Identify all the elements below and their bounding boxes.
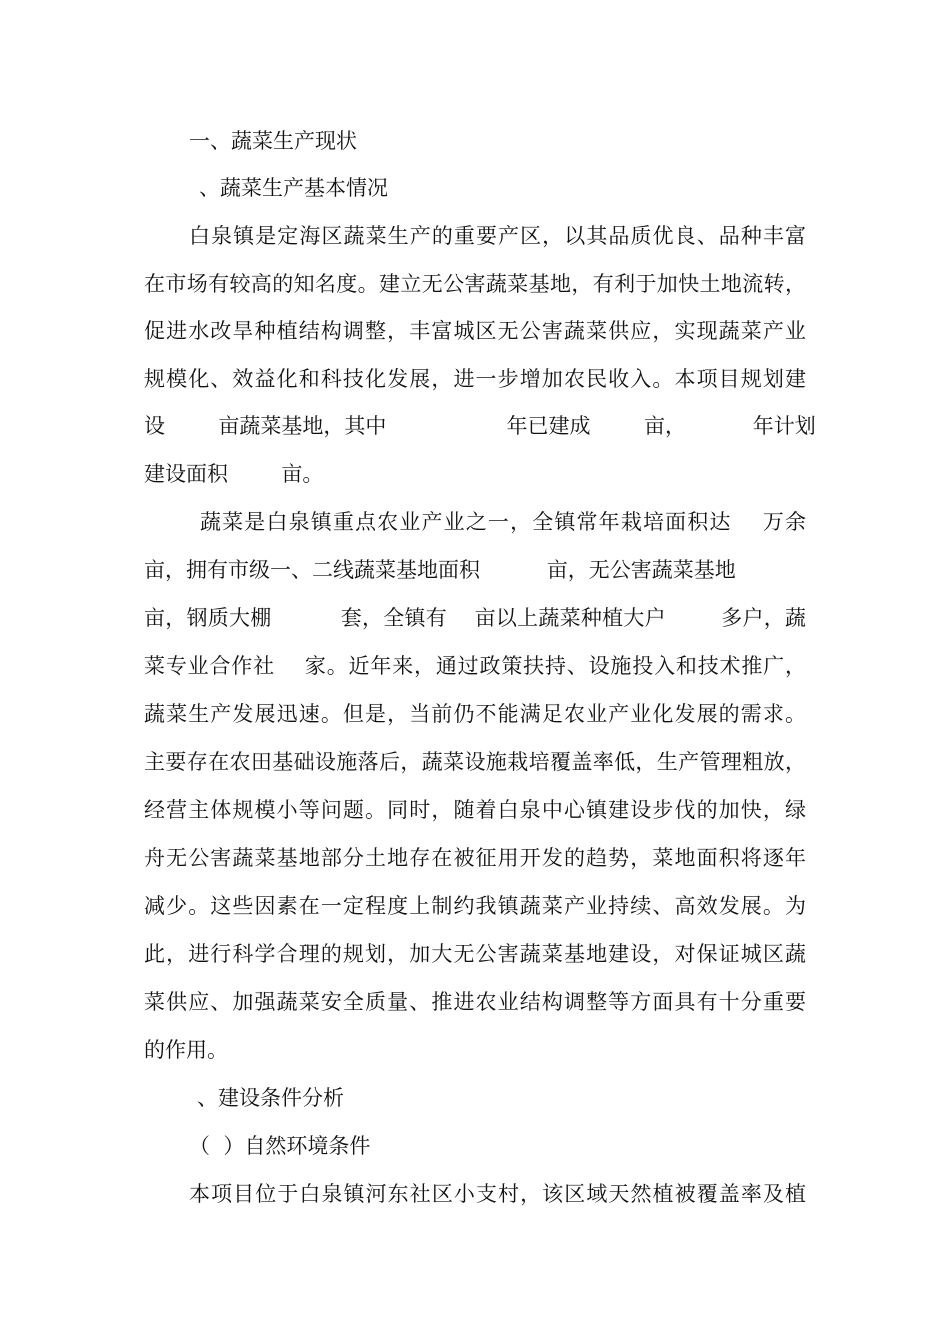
subsection-heading: 、蔬菜生产基本情况 xyxy=(199,176,388,200)
subsection-heading: 、建设条件分析 xyxy=(197,1086,344,1110)
paragraph-line: 经营主体规模小等问题。同时，随着白泉中心镇建设步伐的加快，绿 xyxy=(144,798,806,822)
paragraph-line: 蔬菜是白泉镇重点农业产业之一，全镇常年栽培面积达 万余 xyxy=(200,510,806,534)
paragraph-line: 设 亩蔬菜基地，其中 年已建成 亩， 年计划 xyxy=(144,414,816,438)
paragraph-line: 此，进行科学合理的规划，加大无公害蔬菜基地建设，对保证城区蔬 xyxy=(144,942,806,966)
paragraph-line: 建设面积 亩。 xyxy=(144,462,324,486)
paragraph-line: 减少。这些因素在一定程度上制约我镇蔬菜产业持续、高效发展。为 xyxy=(144,894,806,918)
paragraph-line: 菜专业合作社 家。近年来，通过政策扶持、设施投入和技术推广， xyxy=(144,654,806,678)
paragraph-line: 白泉镇是定海区蔬菜生产的重要产区，以其品质优良、品种丰富 xyxy=(189,224,806,248)
paragraph-line: 亩，钢质大棚 套，全镇有 亩以上蔬菜种植大户 多户，蔬 xyxy=(144,606,806,630)
paragraph-line: 在市场有较高的知名度。建立无公害蔬菜基地，有利于加快土地流转， xyxy=(144,272,806,296)
paragraph-line: 舟无公害蔬菜基地部分土地存在被征用开发的趋势，菜地面积将逐年 xyxy=(144,846,806,870)
paragraph-line: 主要存在农田基础设施落后，蔬菜设施栽培覆盖率低，生产管理粗放， xyxy=(144,750,806,774)
paragraph-line: 规模化、效益化和科技化发展，进一步增加农民收入。本项目规划建 xyxy=(144,367,806,391)
section-heading: 一、蔬菜生产现状 xyxy=(189,129,357,153)
paragraph-line: 促进水改旱种植结构调整，丰富城区无公害蔬菜供应，实现蔬菜产业 xyxy=(144,319,806,343)
paragraph-line: 的作用。 xyxy=(144,1038,228,1062)
paragraph-line: 本项目位于白泉镇河东社区小支村，该区域天然植被覆盖率及植 xyxy=(189,1182,806,1206)
subsection-heading: （ ）自然环境条件 xyxy=(189,1134,371,1158)
paragraph-line: 蔬菜生产发展迅速。但是，当前仍不能满足农业产业化发展的需求。 xyxy=(144,702,806,726)
paragraph-line: 菜供应、加强蔬菜安全质量、推进农业结构调整等方面具有十分重要 xyxy=(144,990,806,1014)
paragraph-line: 亩，拥有市级一、二线蔬菜基地面积 亩，无公害蔬菜基地 xyxy=(144,558,736,582)
